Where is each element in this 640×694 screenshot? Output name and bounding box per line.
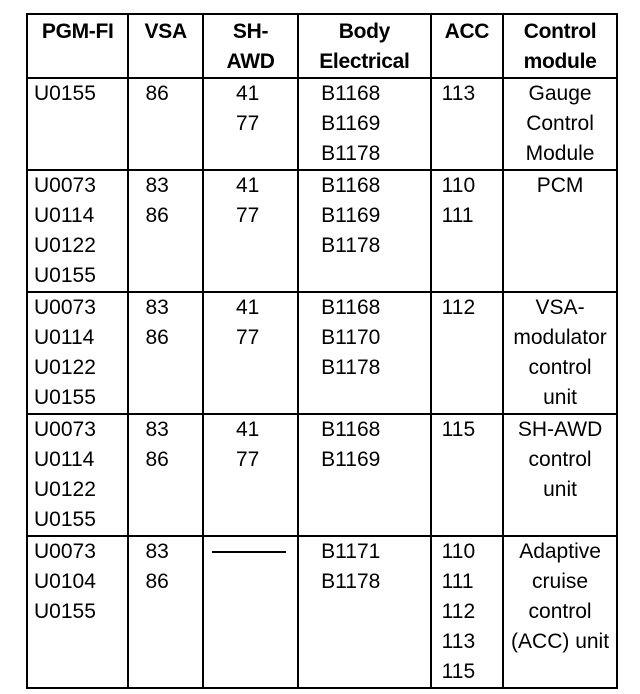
acc-cell: [431, 78, 503, 170]
cell-value: modulator: [513, 326, 607, 349]
table-row: [27, 536, 617, 688]
table-row: [27, 414, 617, 536]
cell-value: 41: [235, 418, 260, 441]
cell-value: B1169: [321, 112, 381, 135]
body-electrical-cell: [298, 536, 430, 688]
body-electrical-cell: [298, 78, 430, 170]
cell-value: 41: [235, 174, 260, 197]
control-module-cell: [503, 170, 617, 292]
cell-value: B1168: [321, 296, 381, 319]
cell-value: B1170: [321, 326, 381, 349]
sh-awd-cell: [203, 292, 298, 414]
pgm-fi-cell: [27, 292, 128, 414]
cell-value: U0155: [34, 508, 96, 531]
cell-value: 41: [235, 82, 260, 105]
cell-value: B1168: [321, 418, 381, 441]
dtc-table: [26, 13, 618, 689]
cell-value: 41: [235, 296, 260, 319]
cell-value: B1178: [321, 356, 381, 379]
pgm-fi-cell: [27, 170, 128, 292]
cell-value: U0114: [34, 326, 95, 349]
cell-value: U0114: [34, 204, 95, 227]
pgm-fi-cell: [27, 78, 128, 170]
cell-value: B1178: [321, 142, 381, 165]
cell-value: 111: [441, 204, 474, 227]
cell-value: 110: [441, 174, 476, 197]
pgm-fi-cell: [27, 414, 128, 536]
cell-value: 83: [145, 296, 169, 319]
cell-value: Gauge: [528, 82, 592, 105]
vsa-cell: [128, 170, 203, 292]
table-row: [27, 78, 617, 170]
cell-value: B1171: [321, 540, 381, 563]
sh-awd-cell: [203, 78, 298, 170]
acc-cell: [431, 414, 503, 536]
cell-value: VSA-: [535, 296, 585, 319]
acc-cell: [431, 536, 503, 688]
cell-value: cruise: [532, 570, 589, 593]
cell-value: Adaptive: [519, 540, 601, 563]
table-row: [27, 292, 617, 414]
control-module-cell: [503, 78, 617, 170]
cell-value: U0155: [34, 600, 96, 623]
control-module-cell: [503, 536, 617, 688]
header-sh-awd: SH- AWD: [203, 14, 298, 78]
cell-value: B1169: [321, 204, 381, 227]
cell-value: U0122: [34, 234, 96, 257]
cell-value: U0155: [34, 386, 96, 409]
cell-value: U0104: [34, 570, 96, 593]
cell-value: 86: [145, 570, 169, 593]
sh-awd-cell: [203, 170, 298, 292]
cell-value: 77: [235, 204, 260, 227]
cell-value: U0073: [34, 418, 96, 441]
body-electrical-cell: [298, 414, 430, 536]
header-body-electrical: Body Electrical: [298, 14, 430, 78]
cell-value: SH-AWD: [517, 418, 603, 441]
cell-value: 115: [441, 418, 476, 441]
cell-value: 77: [235, 112, 260, 135]
cell-value: unit: [543, 386, 577, 409]
sh-awd-cell: [203, 414, 298, 536]
acc-cell: [431, 170, 503, 292]
cell-value: U0122: [34, 478, 96, 501]
cell-value: 77: [235, 326, 260, 349]
cell-value: U0114: [34, 448, 95, 471]
control-module-cell: [503, 292, 617, 414]
acc-cell: [431, 292, 503, 414]
cell-value: B1169: [321, 448, 381, 471]
cell-value: 86: [145, 326, 169, 349]
cell-value: U0073: [34, 174, 96, 197]
cell-value: 113: [441, 630, 476, 653]
header-pgm-fi: PGM-FI: [27, 14, 128, 78]
vsa-cell: [128, 414, 203, 536]
cell-value: Module: [525, 142, 595, 165]
cell-value: 86: [145, 448, 169, 471]
header-control-module: Control module: [503, 14, 617, 78]
table-row: [27, 170, 617, 292]
pgm-fi-cell: [27, 536, 128, 688]
cell-value: (ACC) unit: [511, 630, 610, 653]
vsa-cell: [128, 78, 203, 170]
header-row: [27, 14, 617, 78]
cell-value: 86: [145, 204, 169, 227]
cell-value: 113: [441, 82, 476, 105]
cell-value: U0122: [34, 356, 96, 379]
cell-value: 115: [441, 660, 476, 683]
cell-value: U0073: [34, 296, 96, 319]
cell-value: 77: [235, 448, 260, 471]
cell-value: 83: [145, 174, 169, 197]
vsa-cell: [128, 292, 203, 414]
vsa-cell: [128, 536, 203, 688]
cell-value: PCM: [536, 174, 584, 197]
cell-value: 83: [145, 540, 169, 563]
cell-value: control: [528, 356, 592, 379]
cell-value: unit: [543, 478, 577, 501]
cell-value: B1168: [321, 82, 381, 105]
body-electrical-cell: [298, 170, 430, 292]
not-applicable-dash: [212, 551, 286, 553]
cell-value: B1168: [321, 174, 381, 197]
cell-value: control: [528, 600, 592, 623]
cell-value: B1178: [321, 570, 381, 593]
cell-value: U0073: [34, 540, 96, 563]
cell-value: 112: [441, 600, 476, 623]
header-vsa: VSA: [128, 14, 203, 78]
cell-value: B1178: [321, 234, 381, 257]
header-acc: ACC: [431, 14, 503, 78]
cell-value: U0155: [34, 82, 96, 105]
cell-value: 83: [145, 418, 169, 441]
cell-value: 112: [441, 296, 476, 319]
cell-value: Control: [526, 112, 594, 135]
sh-awd-cell: [203, 536, 298, 688]
cell-value: U0155: [34, 264, 96, 287]
cell-value: 110: [441, 540, 476, 563]
cell-value: 111: [441, 570, 474, 593]
control-module-cell: [503, 414, 617, 536]
cell-value: 86: [145, 82, 169, 105]
body-electrical-cell: [298, 292, 430, 414]
cell-value: control: [528, 448, 592, 471]
